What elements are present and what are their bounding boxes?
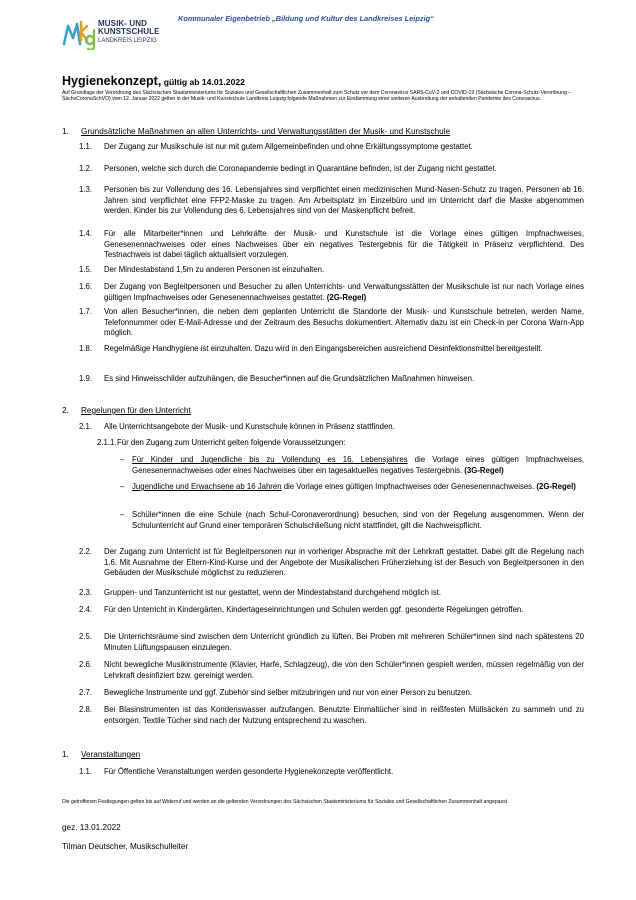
item-number: 2.2. — [79, 547, 93, 556]
item-1-7 — [79, 307, 584, 339]
title-validity: gültig ab 14.01.2022 — [161, 77, 245, 87]
item-number: 1.6. — [79, 282, 93, 291]
item-number: 1.7. — [79, 307, 93, 316]
section-3-heading — [62, 750, 140, 759]
item-text: Alle Unterrichtsangebote der Musik- und Kunstschule können in Präsenz stattfinden. — [104, 422, 395, 431]
bullet-text: die Vorlage eines gültigen Impfnachweises, Genesenennachweises oder eines Nachweises über ein tagesaktuelles negatives Testergebnis. — [132, 455, 584, 475]
section-number: 1. — [62, 750, 69, 759]
document-title — [62, 72, 245, 90]
logo-line-2: KUNSTSCHULE — [98, 27, 160, 36]
title-main: Hygienekonzept, — [62, 74, 162, 88]
item-text: Personen, welche sich durch die Coronapandemie bedingt in Quarantäne befinden, ist der Zugang nicht gestattet. — [104, 164, 497, 173]
item-number: 2.4. — [79, 605, 93, 614]
item-number: 1.9. — [79, 374, 93, 383]
item-number: 2.7. — [79, 688, 93, 697]
item-number: 1.4. — [79, 229, 93, 238]
item-1-1 — [79, 142, 584, 153]
item-2-4 — [79, 605, 584, 616]
rule-tag: (2G-Regel) — [534, 482, 576, 491]
item-2-1 — [79, 422, 584, 433]
dash-bullet: – — [120, 455, 125, 464]
item-2-7 — [79, 688, 584, 699]
rule-tag: (2G-Regel) — [324, 292, 367, 302]
item-number: 2.5. — [79, 632, 93, 641]
item-text: Für den Zugang zum Unterricht gelten folgende Voraussetzungen: — [117, 438, 346, 447]
logo-mark-icon — [62, 18, 96, 50]
item-2-3 — [79, 588, 584, 599]
rule-tag: (3G-Regel) — [462, 465, 504, 475]
dash-bullet: – — [120, 510, 125, 519]
item-1-2 — [79, 164, 584, 175]
logo-text — [98, 20, 160, 45]
item-number: 1.2. — [79, 164, 93, 173]
item-1-6 — [79, 282, 584, 303]
section-2-heading — [62, 406, 191, 415]
item-1-9 — [79, 374, 584, 385]
item-text: Für Öffentliche Veranstaltungen werden gesonderte Hygienekonzepte veröffentlicht. — [104, 767, 394, 776]
logo-line-1: MUSIK- UND — [98, 19, 147, 28]
item-1-4 — [79, 229, 584, 261]
item-text: Für alle Mitarbeiter*innen und Lehrkräfte der Musik- und Kunstschule ist die Vorlage eines gültigen Impfnachweises, Genesenennachweises oder eines Nachweises über ein negatives Testergebnis für die Tätigkeit in Präsenz verpflichtend. Des Testnachweis ist dabei täglich aktualisiert vorzulegen. — [104, 229, 584, 260]
section-number: 1. — [62, 127, 69, 136]
footer-note: Die getroffenen Festlegungen gelten bis auf Widerruf und werden an die geltenden Verordnungen des Sächsischen Staatsministeriums für Soziales und Gesellschaftlichen Zusammenhalt angepasst. — [62, 799, 509, 805]
bullet-text: die Vorlage eines gültigen Impfnachweises oder Genesenennachweises. — [281, 482, 535, 491]
bullet-children — [120, 455, 584, 476]
bullet-adults — [120, 482, 584, 493]
bullet-text: Schüler*innen die eine Schule (nach Schul-Coronaverordnung) besuchen, sind von der Regelung ausgenommen. Wenn der Schulunterricht auf Grund einer temporären Schulschließung nicht stattfindet, gilt die Nachweispflicht. — [132, 510, 584, 530]
item-text: Von allen Besucher*innen, die neben dem geplanten Unterricht die Standorte der Musik- und Kunstschule betreten, werden Name, Telefonnummer oder E-Mail-Adresse und der Zeitraum des Besuchs dokumentiert. Alternativ dazu ist ein Check-in per Corona Warn-App möglich. — [104, 307, 584, 338]
item-number: 2.6. — [79, 660, 93, 669]
bullet-lead: Jugendliche und Erwachsene ab 16 Jahren — [132, 482, 282, 491]
signature-name: Tilman Deutscher, Musikschulleiter — [62, 842, 189, 851]
item-text: Für den Unterricht in Kindergärten, Kindertageseinrichtungen und Schulen werden ggf. gesonderte Regelungen getroffen. — [104, 605, 524, 614]
item-1-3 — [79, 185, 584, 217]
item-number: 2.8. — [79, 705, 93, 714]
item-text: Regelmäßige Handhygiene ist einzuhalten. Dazu wird in den Eingangsbereichen ausreichend Desinfektionsmittel bereitgestellt. — [104, 344, 543, 353]
item-number: 2.3. — [79, 588, 93, 597]
dash-bullet: – — [120, 482, 125, 491]
item-text: Gruppen- und Tanzunterricht ist nur gestattet, wenn der Mindestabstand durchgehend möglich ist. — [104, 588, 442, 597]
item-text: Bei Blasinstrumenten ist das Kondenswasser aufzufangen. Benutzte Einmaltücher sind in reißfesten Müllsäcken zu sammeln und zu entsorgen. Textile Tücher sind nach der Nutzung entsprechend zu waschen. — [104, 705, 584, 725]
signature-date: gez. 13.01.2022 — [62, 823, 121, 832]
item-text: Der Zugang zum Unterricht ist für Begleitpersonen nur in vorheriger Absprache mit der Lehrkraft gestattet. Dabei gilt die Regelung nach 1.6. Mit Ausnahme der Eltern-Kind-Kurse und der Angebote der Musikalischen Früherziehung ist der Besuch von Begleitpersonen in den Gebäuden der Musikschule möglichst zu reduzieren. — [104, 547, 584, 578]
item-number: 1.1. — [79, 767, 93, 776]
bullet-lead: Für Kinder und Jugendliche bis zu Vollendung es 16. Lebensjahres — [132, 455, 408, 464]
item-number: 1.8. — [79, 344, 93, 353]
section-title: Regelungen für den Unterricht — [81, 406, 191, 415]
item-number: 1.3. — [79, 185, 93, 194]
item-2-5 — [79, 632, 584, 653]
item-text: Nicht bewegliche Musikinstrumente (Klavier, Harfe, Schlagzeug), die von den Schüler*innen gespielt werden, müssen regelmäßig von der Lehrkraft desinfiziert bzw. gereinigt werden. — [104, 660, 584, 680]
item-text: Der Mindestabstand 1,5m zu anderen Personen ist einzuhalten. — [104, 265, 325, 274]
item-2-1-1 — [97, 438, 345, 449]
item-2-8 — [79, 705, 584, 726]
school-logo — [62, 18, 182, 50]
section-title: Veranstaltungen — [81, 750, 141, 759]
item-text: Der Zugang von Begleitpersonen und Besucher zu allen Unterrichts- und Verwaltungsstätten der Musikschule ist nur nach Vorlage eines gültigen Impfnachweises oder Genesenennachweises gestattet. — [104, 282, 584, 302]
item-text: Bewegliche Instrumente und ggf. Zubehör sind selber mitzubringen und nur von einer Person zu benutzen. — [104, 688, 472, 697]
item-text: Es sind Hinweisschilder aufzuhängen, die Besucher*innen auf die Grundsätzlichen Maßnahmen hinweisen. — [104, 374, 475, 383]
section-1-heading — [62, 127, 450, 136]
item-number: 1.1. — [79, 142, 93, 151]
item-number: 2.1.1. — [97, 438, 117, 447]
item-number: 2.1. — [79, 422, 93, 431]
item-1-5 — [79, 265, 584, 276]
item-number: 1.5. — [79, 265, 93, 274]
section-number: 2. — [62, 406, 69, 415]
logo-line-3: LANDKREIS LEIPZIG — [98, 38, 157, 44]
section-title: Grundsätzliche Maßnahmen an allen Unterrichts- und Verwaltungsstätten der Musik- und Kunstschule — [81, 127, 451, 136]
item-text: Die Unterrichtsräume sind zwischen dem Unterricht gründlich zu lüften. Bei Proben mit mehreren Schüler*innen sind nach spätestens 20 Minuten Lüftungspausen einzulegen. — [104, 632, 584, 652]
item-text: Der Zugang zur Musikschule ist nur mit gutem Allgemeinbefinden und ohne Erkältungssymptome gestattet. — [104, 142, 473, 151]
item-2-6 — [79, 660, 584, 681]
item-1-8 — [79, 344, 584, 355]
organization-name: Kommunaler Eigenbetrieb „Bildung und Kultur des Landkreises Leipzig“ — [178, 14, 434, 23]
item-2-2 — [79, 547, 584, 579]
intro-paragraph: Auf Grundlage der Verordnung des Sächsischen Staatsministeriums für Soziales und Gesellschaftlichen Zusammenhalt zum Schutz vor dem Coronavirus SARS-CoV-2 und COVID-19 (Sächsische Corona-Schutz-Verordnung –SächsCoronaSchVO) vom 12. Januar 2022 gelten in der Musik- und Kunstschule Landkreis Leipzig folgende Maßnahmen zur Eindämmung einer weiteren Ausbreitung der anhaltenden Pandemie des Coronavirus. — [62, 90, 572, 103]
bullet-students — [120, 510, 584, 531]
item-3-1 — [79, 767, 584, 778]
item-text: Personen bis zur Vollendung des 16. Lebensjahres sind verpflichtet einen medizinischen Mund-Nasen-Schutz zu tragen. Personen ab 16. Jahren sind verpflichtet eine FFP2-Maske zu tragen. Am Arbeitsplatz im Einzelbüro und im Unterricht darf die Maske abgenommen werden. Kinder bis zur Vollendung des 6. Lebensjahres sind von der Maskenpflicht befreit. — [104, 185, 584, 216]
